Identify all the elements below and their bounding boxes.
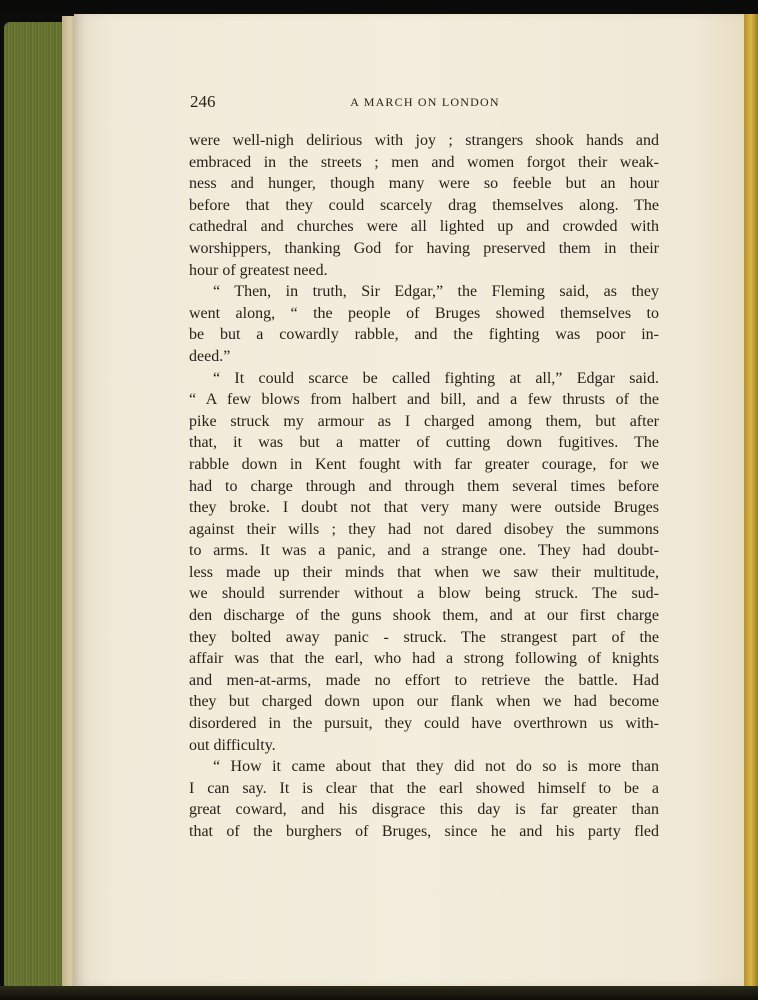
text-line: I can say. It is clear that the earl showed himself to be a (189, 779, 659, 797)
text-line: affair was that the earl, who had a strong following of knights (189, 650, 659, 668)
text-line: they but charged down upon our flank when we had become (189, 693, 659, 711)
text-line: we should surrender without a blow being struck. The sud- (189, 585, 659, 603)
scan-bottom-edge (0, 986, 758, 1000)
running-head: A MARCH ON LONDON (350, 95, 500, 109)
text-line: out difficulty. (189, 736, 276, 754)
text-line: before that they could scarcely drag themselves along. The (189, 196, 659, 214)
page-header (190, 92, 660, 116)
text-line: great coward, and his disgrace this day is far greater than (189, 801, 659, 819)
text-line: ness and hunger, though many were so feeble but an hour (189, 175, 659, 193)
text-line: “ A few blows from halbert and bill, and a few thrusts of the (189, 391, 659, 409)
text-line: “ It could scarce be called fighting at all,” Edgar said. (213, 369, 659, 387)
page-number: 246 (190, 92, 216, 111)
text-line: pike struck my armour as I charged among them, but after (189, 412, 659, 430)
text-line: embraced in the streets ; men and women forgot their weak- (189, 153, 659, 171)
text-line: that of the burghers of Bruges, since he and his party fled (189, 823, 659, 840)
text-line: that, it was but a matter of cutting down fugitives. The (189, 434, 659, 452)
text-line: disordered in the pursuit, they could have overthrown us with- (189, 715, 659, 733)
text-line: hour of greatest need. (189, 261, 328, 279)
gilt-right-edge (744, 14, 758, 994)
text-line: be but a cowardly rabble, and the fighting was poor in- (189, 326, 659, 344)
text-line: against their wills ; they had not dared disobey the summons (189, 520, 659, 538)
text-line: “ How it came about that they did not do so is more than (213, 758, 659, 776)
text-line: were well-nigh delirious with joy ; strangers shook hands and (189, 132, 659, 149)
text-line: rabble down in Kent fought with far greater courage, for we (189, 455, 659, 473)
text-line: less made up their minds that when we saw their multitude, (189, 563, 659, 581)
text-line: deed.” (189, 347, 231, 365)
text-line: and men-at-arms, made no effort to retrieve the battle. Had (189, 671, 659, 689)
text-line: went along, “ the people of Bruges showed themselves to (189, 304, 659, 322)
scan-top-edge (0, 0, 758, 14)
text-line: den discharge of the guns shook them, and at our first charge (189, 607, 659, 625)
page-stack-edges (4, 22, 70, 990)
body-text (189, 130, 659, 843)
text-line: cathedral and churches were all lighted up and crowded with (189, 218, 659, 236)
text-line: “ Then, in truth, Sir Edgar,” the Fleming said, as they (213, 283, 659, 301)
text-line: they bolted away panic - struck. The strangest part of the (189, 628, 659, 646)
text-line: worshippers, thanking God for having preserved them in their (189, 239, 659, 257)
text-line: had to charge through and through them several times before (189, 477, 659, 495)
text-line: they broke. I doubt not that very many were outside Bruges (189, 499, 659, 517)
text-line: to arms. It was a panic, and a strange one. They had doubt- (189, 542, 659, 560)
